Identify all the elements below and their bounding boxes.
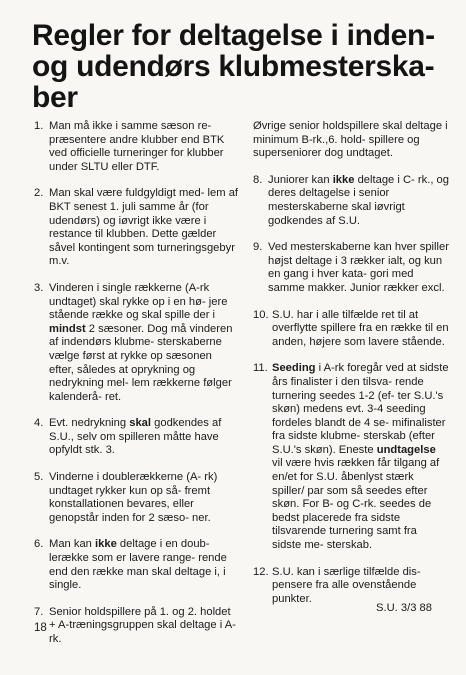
- rule-text: S.U. har i alle tilfælde ret til at overflytte spillere fra en række til en anden, højere som lavere stående.: [272, 308, 449, 348]
- rule-number: 10.: [253, 308, 269, 321]
- rule-number: 9.: [253, 241, 263, 254]
- page-number: 18: [34, 622, 47, 634]
- rule-item: [253, 309, 449, 350]
- rule-number: 4.: [34, 417, 44, 430]
- left-column: [34, 120, 239, 647]
- rule-text: Juniorer kan ikke deltage i C- rk., og deres deltagelse i senior mesterskaberne skal iøvrigt godkendes af S.U.: [268, 173, 449, 227]
- rule-text: Man skal være fuldgyldigt med- lem af BKT senest 1. juli samme år (for udendørs) og iøvrigt ikke være i restance til klubben. Dette gælder såvel kontingent som turneringsgebyr m.v.: [49, 187, 239, 268]
- page-title: [32, 20, 452, 113]
- signature: S.U. 3/3 88: [376, 602, 432, 614]
- rule-number: 8.: [253, 173, 263, 186]
- rule-number: 11.: [253, 362, 268, 375]
- rule-number: 5.: [34, 471, 44, 484]
- rule-item: [34, 538, 239, 592]
- rule-text: Senior holdspillere på 1. og 2. holdet + A-træningsgruppen skal deltage i A-rk.: [49, 605, 236, 645]
- rule-item: [34, 282, 239, 404]
- rule-text: Vinderen i single rækkerne (A-rk undtaget) skal rykke op i en hø- jere stående række og skal spille der i mindst 2 sæsoner. Dog må vinderen af indendørs klubme- sterskaberne vælge først at rykke op sæsonen efter, således at oprykning og nedrykning mel- lem rækkerne følger kalenderå- ret.: [49, 281, 233, 403]
- rule-number: 3.: [34, 281, 44, 294]
- emphasis: ikke: [332, 173, 355, 186]
- emphasis: undtagelse: [376, 443, 436, 456]
- title-line: ber: [32, 81, 78, 114]
- title-line: Regler for deltagelse i inden-: [32, 19, 435, 52]
- emphasis: mindst: [49, 322, 86, 335]
- rule-number: 7.: [34, 605, 44, 618]
- rule-item: [253, 174, 449, 228]
- rule-text: Vinderne i doublerækkerne (A- rk) undtaget rykker kun op så- fremt konstallationen bevares, eller genopstår inden for 2 sæso- ner.: [49, 471, 218, 524]
- rule-number: 2.: [34, 187, 44, 200]
- emphasis: Seeding: [272, 362, 316, 375]
- rule-item: [253, 241, 449, 295]
- rule-text: Man må ikke i samme sæson re- præsentere andre klubber end BTK ved officielle turneringer for klubber under SLTU eller DTF.: [49, 120, 225, 173]
- rule-item: [34, 120, 239, 174]
- rule-item: [253, 362, 449, 552]
- emphasis: ikke: [95, 538, 117, 551]
- rule-item: [34, 606, 239, 647]
- title-line: og udendørs klubmesterska-: [32, 50, 435, 83]
- rule-item: [253, 566, 449, 607]
- rule-item: [34, 187, 239, 269]
- rule-continuation: Øvrige senior holdspillere skal deltage i minimum B-rk.,6. hold- spillere og superseniorer dog undtaget.: [253, 120, 448, 160]
- rule-number: 1.: [34, 120, 44, 132]
- rule-item: [34, 417, 239, 458]
- rule-text: Ved mesterskaberne kan hver spiller højst deltage i 3 rækker ialt, og kun en gang i hver kata- gori med samme makker. Junior rækker excl.: [268, 241, 449, 294]
- rule-text: S.U. kan i særlige tilfælde dis- pensere fra alle ovenstående punkter.: [272, 565, 421, 605]
- rule-text: Evt. nedrykning skal godkendes af S.U., selv om spilleren måtte have opfyldt stk. 3.: [49, 417, 222, 457]
- rule-item: [34, 471, 239, 525]
- emphasis: skal: [129, 417, 152, 430]
- rule-text: Man kan ikke deltage i en doub- lerække som er lavere range- rende end den række man skal deltage i, i single.: [49, 538, 227, 592]
- right-column: [253, 120, 449, 606]
- rule-number: 12.: [253, 565, 269, 578]
- rule-number: 6.: [34, 538, 44, 551]
- rule-text: Seeding i A-rk foregår ved at sidste års finalister i den tilsva- rende turnering seedes 1-2 (ef- ter S.U.'s skøn) medens evt. 3-4 seeding fordeles blandt de 4 se- mifinalister fra sidste klubme- sterskab (efter S.U.'s skøn). Eneste undtagelse vil være hvis rækken får tilgang af en/et for S.U. åbenlyst stærk spiller/ par som så seedes efter skøn. For B- og C-rk. seedes de bedst placerede fra sidste tilsvarende turnering samt fra sidste me- sterskab.: [272, 362, 449, 552]
